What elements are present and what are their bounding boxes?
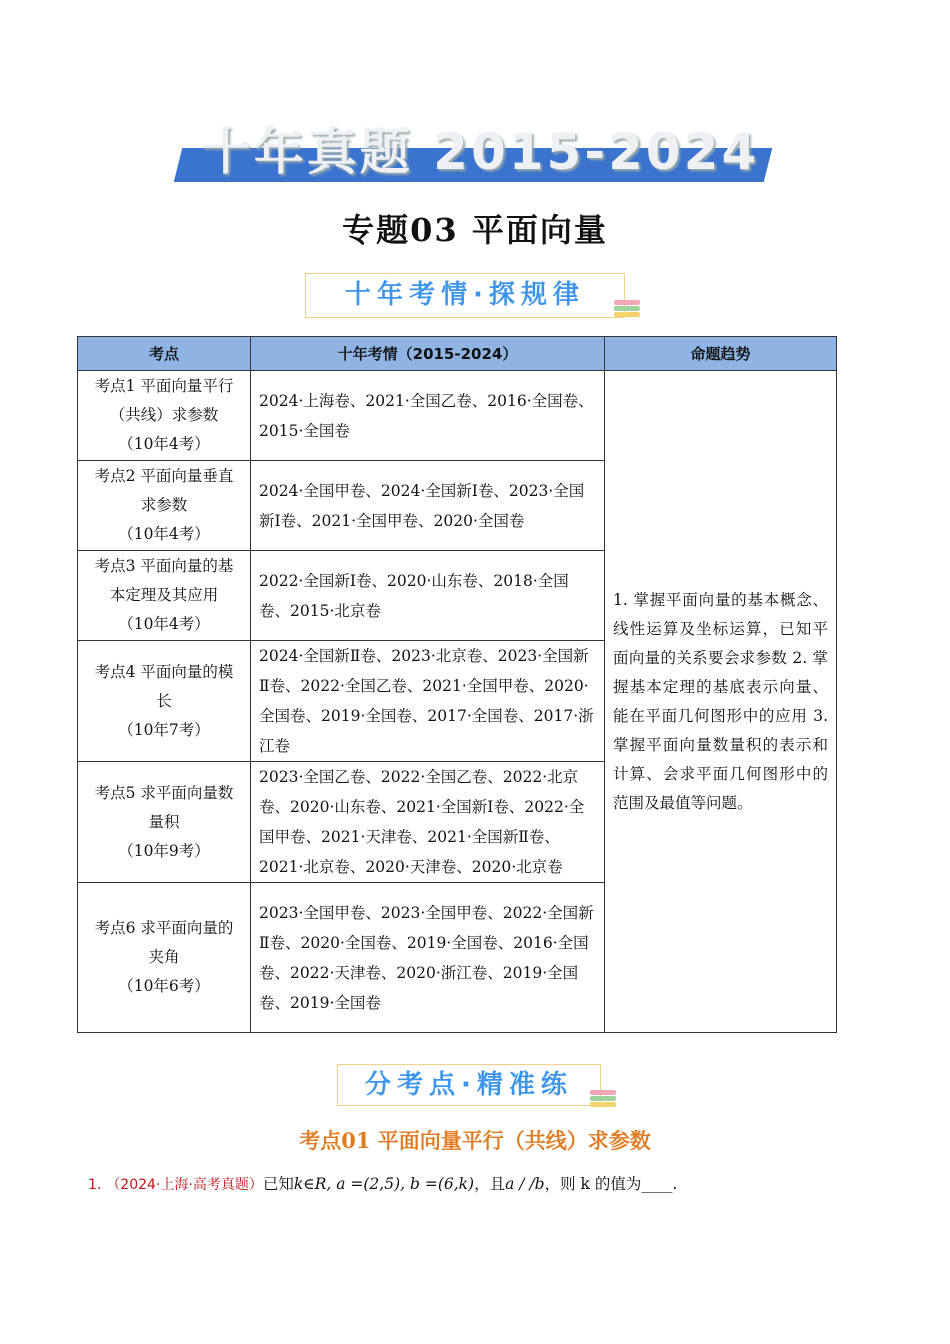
years-cell: 2023·全国甲卷、2023·全国甲卷、2022·全国新Ⅱ卷、2020·全国卷、2019·全国卷、2016·全国卷、2022·天津卷、2020·浙江卷、2019·全国卷、2019·全国卷 <box>251 883 605 1033</box>
point-label: 考点4 平面向量的模 <box>94 662 234 681</box>
question-text: ，则 k 的值为____. <box>544 1175 678 1193</box>
point-label: 考点5 求平面向量数 <box>94 783 234 802</box>
header-trend: 命题趋势 <box>605 337 837 371</box>
years-cell: 2024·上海卷、2021·全国乙卷、2016·全国卷、2015·全国卷 <box>251 371 605 461</box>
page-title: 专题03 平面向量 <box>342 211 608 249</box>
years-cell: 2022·全国新Ⅰ卷、2020·山东卷、2018·全国卷、2015·北京卷 <box>251 551 605 641</box>
header-years: 十年考情（2015-2024） <box>251 337 605 371</box>
point-count: （10年4考） <box>118 435 210 453</box>
books-icon <box>614 300 640 322</box>
books-icon <box>590 1090 616 1112</box>
point-label: 本定理及其应用 <box>109 586 219 604</box>
point-count: （10年9考） <box>118 841 210 860</box>
question-number: 1. <box>88 1177 102 1193</box>
point-label: 考点1 平面向量平行 <box>94 377 234 395</box>
question-math: k∈R, a =(2,5), b =(6,k) <box>293 1175 475 1193</box>
table-row <box>78 371 837 461</box>
question-1 <box>88 1172 677 1194</box>
years-cell: 2024·全国甲卷、2024·全国新Ⅰ卷、2023·全国新Ⅰ卷、2021·全国甲卷、2020·全国卷 <box>251 461 605 551</box>
point-label: 考点6 求平面向量的 <box>94 919 234 937</box>
section-heading: 考点01 平面向量平行（共线）求参数 <box>299 1128 651 1153</box>
point-count: （10年4考） <box>118 525 210 543</box>
point-label: 长 <box>156 691 172 710</box>
section-tag-overview: 十年考情·探规律 <box>305 273 625 318</box>
banner-title: 十年真题 2015-2024 <box>200 123 760 181</box>
header-point: 考点 <box>78 337 251 371</box>
section-tag-practice: 分考点·精准练 <box>337 1064 601 1106</box>
point-count: （10年6考） <box>118 977 210 995</box>
point-label: 考点2 平面向量垂直 <box>94 467 234 485</box>
years-cell: 2024·全国新Ⅱ卷、2023·北京卷、2023·全国新Ⅱ卷、2022·全国乙卷、2021·全国甲卷、2020·全国卷、2019·全国卷、2017·全国卷、2017·浙江卷 <box>251 641 605 762</box>
point-count: （10年4考） <box>118 615 210 633</box>
point-label: 量积 <box>148 812 180 831</box>
point-count: （10年7考） <box>118 720 210 739</box>
exam-overview-table <box>77 336 837 1033</box>
question-source: （2024·上海·高考真题） <box>106 1177 263 1193</box>
question-condition: a / /b <box>505 1175 545 1193</box>
point-label: 考点3 平面向量的基 <box>94 557 234 575</box>
point-label: 夹角 <box>148 948 180 966</box>
years-cell: 2023·全国乙卷、2022·全国乙卷、2022·北京卷、2020·山东卷、2021·全国新Ⅰ卷、2022·全国甲卷、2021·天津卷、2021·全国新Ⅱ卷、2021·北京卷、2020·天津卷、2020·北京卷 <box>251 762 605 883</box>
question-text: 已知 <box>262 1175 294 1193</box>
point-label: 求参数 <box>140 496 188 514</box>
point-label: （共线）求参数 <box>109 406 219 424</box>
trend-cell: 1. 掌握平面向量的基本概念、线性运算及坐标运算，已知平面向量的关系要会求参数 2. 掌握基本定理的基底表示向量、能在平面几何图形中的应用 3. 掌握平面向量数量积的表示和计算、会求平面几何图形中的范围及最值等问题。 <box>605 371 837 1033</box>
question-text: ，且 <box>474 1175 506 1193</box>
